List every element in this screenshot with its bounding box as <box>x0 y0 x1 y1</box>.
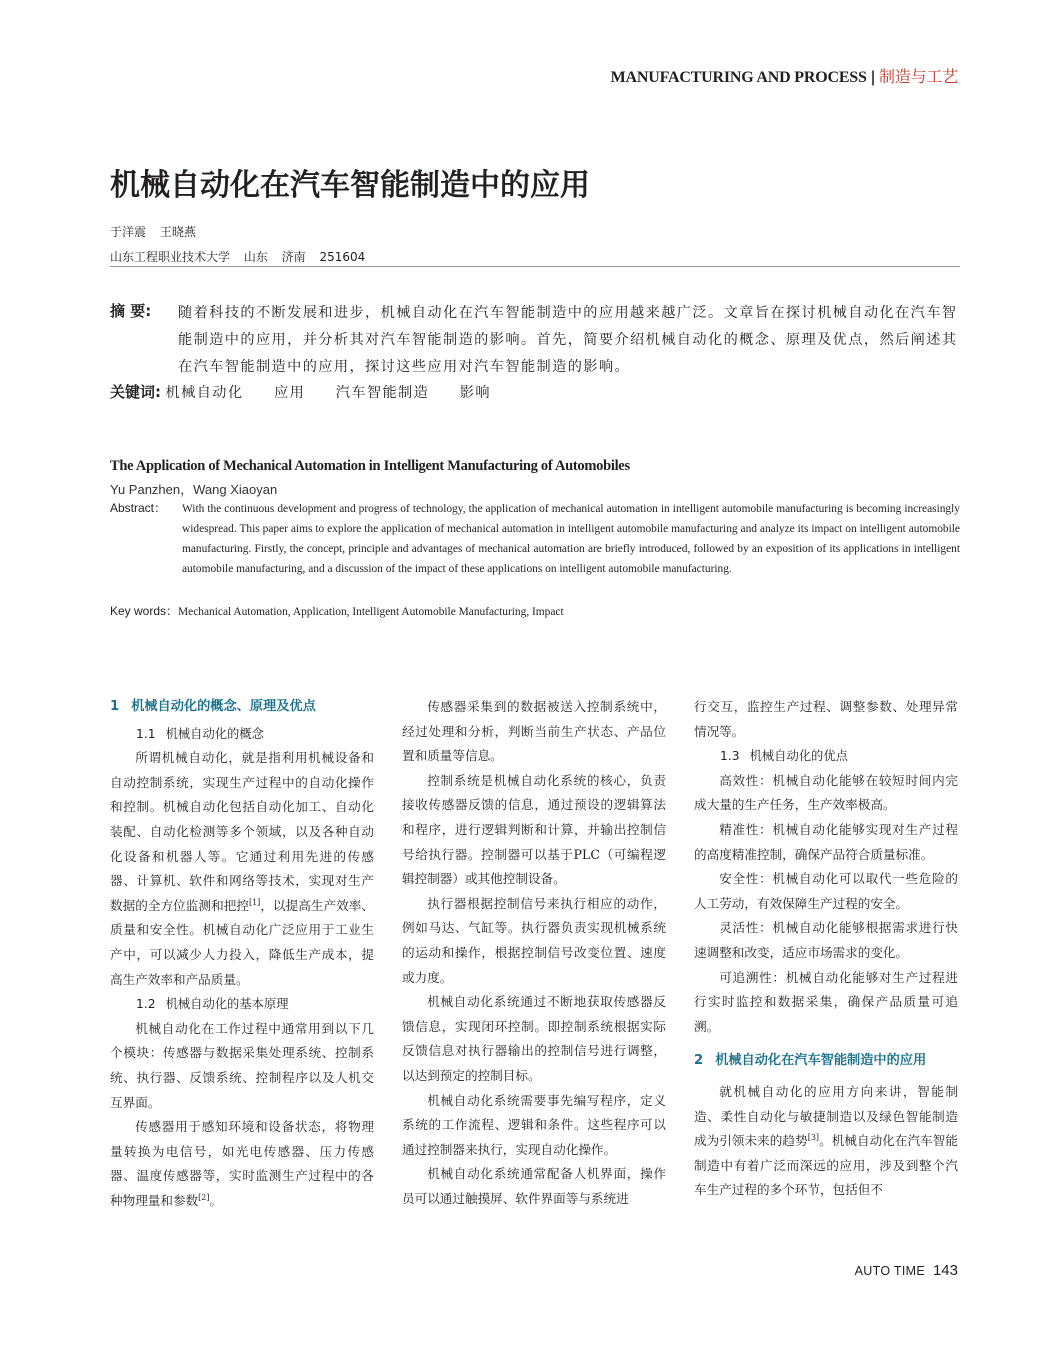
paper-title: 机械自动化在汽车智能制造中的应用 <box>110 168 590 203</box>
keywords-en <box>110 602 564 619</box>
paragraph: 机械自动化系统通常配备人机界面，操作员可以通过触摸屏、软件界面等与系统进 <box>402 1166 666 1206</box>
paragraph: 机械自动化系统通过不断地获取传感器反馈信息，实现闭环控制。即控制系统根据实际反馈信息对执行器输出的控制信号进行调整，以达到预定的控制目标。 <box>402 994 666 1083</box>
keyword-cn: 汽车智能制造 <box>335 385 430 401</box>
section-name-cn: 制造与工艺 <box>878 67 958 86</box>
header-divider <box>110 266 960 267</box>
paragraph: 执行器根据控制信号来执行相应的动作，例如马达、气缸等。执行器负责实现机械系统的运动和操作，根据控制信号改变位置、速度或力度。 <box>402 895 666 985</box>
page-number: 143 <box>932 1262 958 1279</box>
body-column-2 <box>402 695 666 1211</box>
paragraph: 就机械自动化的应用方向来讲，智能制造、柔性自动化与敏捷制造以及绿色智能制造成为引领未来的趋势[3]。机械自动化在汽车智能制造中有着广泛而深远的应用，涉及到整个汽车生产过程的多个环节，包括但不 <box>694 1083 959 1198</box>
affiliation: 山东工程职业技术大学 山东 济南 251604 <box>110 250 366 264</box>
abstract-cn-label: 摘 要: <box>110 302 152 320</box>
subsection-heading-1-2: 1.2 机械自动化的基本原理 <box>136 997 289 1012</box>
running-header <box>611 64 958 87</box>
body-column-3 <box>694 695 958 1203</box>
paragraph: 高效性：机械自动化能够在较短时间内完成大量的生产任务，生产效率极高。 <box>694 772 958 813</box>
abstract-en-text: With the continuous development and progress of technology, the application of mechanical automation in intelligent automobile manufacturing is becoming increasingly widespread. This paper aims to explore the application of mechanical automation in intelligent automobile manufacturing and analyze its impact on intelligent automobile manufacturing. Firstly, the concept, principle and advantages of mechanical automation are briefly introduced, followed by an exposition of its applications in intelligent automobile manufacturing, and a discussion of the impact of these applications on intelligent automobile manufacturing. <box>182 503 960 576</box>
paragraph: 控制系统是机械自动化系统的核心，负责接收传感器反馈的信息，通过预设的逻辑算法和程序，进行逻辑判断和计算，并输出控制信号给执行器。控制器可以基于PLC（可编程逻辑控制器）或其他控制设备。 <box>402 772 666 887</box>
paragraph: 灵活性：机械自动化能够根据需求进行快速调整和改变，适应市场需求的变化。 <box>694 920 958 960</box>
paragraph: 所谓机械自动化，就是指利用机械设备和自动控制系统，实现生产过程中的自动化操作和控制。机械自动化包括自动化加工、自动化装配、自动化检测等多个领域，以及各种自动化设备和机器人等。它通过利用先进的传感器、计算机、软件和网络等技术，实现对生产数据的全方位监测和把控[1]，以提高生产效率、质量和安全性。机械自动化广泛应用于工业生产中，可以减少人力投入，降低生产成本，提高生产效率和产品质量。 <box>110 750 375 987</box>
paragraph: 传感器用于感知环境和设备状态，将物理量转换为电信号，如光电传感器、压力传感器、温度传感器等，实时监测生产过程中的各种物理量和参数[2]。 <box>110 1119 374 1208</box>
subsection-heading-1-1: 1.1 机械自动化的概念 <box>136 726 264 741</box>
keywords-cn <box>110 381 960 402</box>
english-title: The Application of Mechanical Automation in Intelligent Manufacturing of Automobiles <box>110 458 630 474</box>
keyword-cn: 应用 <box>273 385 306 401</box>
abstract-cn <box>110 300 960 381</box>
paragraph-continued: 行交互，监控生产过程、调整参数、处理异常情况等。 <box>694 699 958 739</box>
section-name-en: MANUFACTURING AND PROCESS <box>610 69 867 86</box>
keyword-cn: 机械自动化 <box>165 385 244 401</box>
keywords-en-label: Key words： <box>110 604 179 618</box>
abstract-cn-text: 随着科技的不断发展和进步，机械自动化在汽车智能制造中的应用越来越广泛。文章旨在探讨机械自动化在汽车智能制造中的应用，并分析其对汽车智能制造的影响。首先，简要介绍机械自动化的概念、原理及优点，然后阐述其在汽车智能制造中的应用，探讨这些应用对汽车智能制造的影响。 <box>178 305 958 375</box>
english-authors: Yu Panzhen，Wang Xiaoyan <box>110 482 278 497</box>
paragraph: 可追溯性：机械自动化能够对生产过程进行实时监控和数据采集，确保产品质量可追溯。 <box>694 969 958 1034</box>
page-footer <box>855 1262 958 1280</box>
paragraph: 传感器采集到的数据被送入控制系统中，经过处理和分析，判断当前生产状态、产品位置和质量等信息。 <box>402 699 666 764</box>
body-column-1 <box>110 695 374 1213</box>
subsection-heading-1-3: 1.3 机械自动化的优点 <box>720 749 848 764</box>
keywords-en-text: Mechanical Automation, Application, Intelligent Automobile Manufacturing, Impact <box>178 606 564 618</box>
keyword-cn: 影响 <box>459 385 491 401</box>
section-heading-1: 1 机械自动化的概念、原理及优点 <box>110 699 316 714</box>
keywords-cn-label: 关键词: <box>110 383 161 401</box>
paragraph: 精准性：机械自动化能够实现对生产过程的高度精准控制，确保产品符合质量标准。 <box>694 821 958 862</box>
abstract-en <box>110 499 960 579</box>
header-separator: | <box>870 69 875 86</box>
authors: 于洋震 王晓燕 <box>110 225 196 239</box>
paragraph: 机械自动化系统需要事先编写程序，定义系统的工作流程、逻辑和条件。这些程序可以通过控制器来执行，实现自动化操作。 <box>402 1092 666 1157</box>
paragraph: 机械自动化在工作过程中通常用到以下几个模块：传感器与数据采集处理系统、控制系统、执行器、反馈系统、控制程序以及人机交互界面。 <box>110 1020 374 1110</box>
paragraph: 安全性：机械自动化可以取代一些危险的人工劳动，有效保障生产过程的安全。 <box>694 871 958 911</box>
abstract-en-label: Abstract： <box>110 501 167 515</box>
journal-name: AUTO TIME <box>854 1264 925 1278</box>
section-heading-2: 2 机械自动化在汽车智能制造中的应用 <box>694 1053 927 1069</box>
